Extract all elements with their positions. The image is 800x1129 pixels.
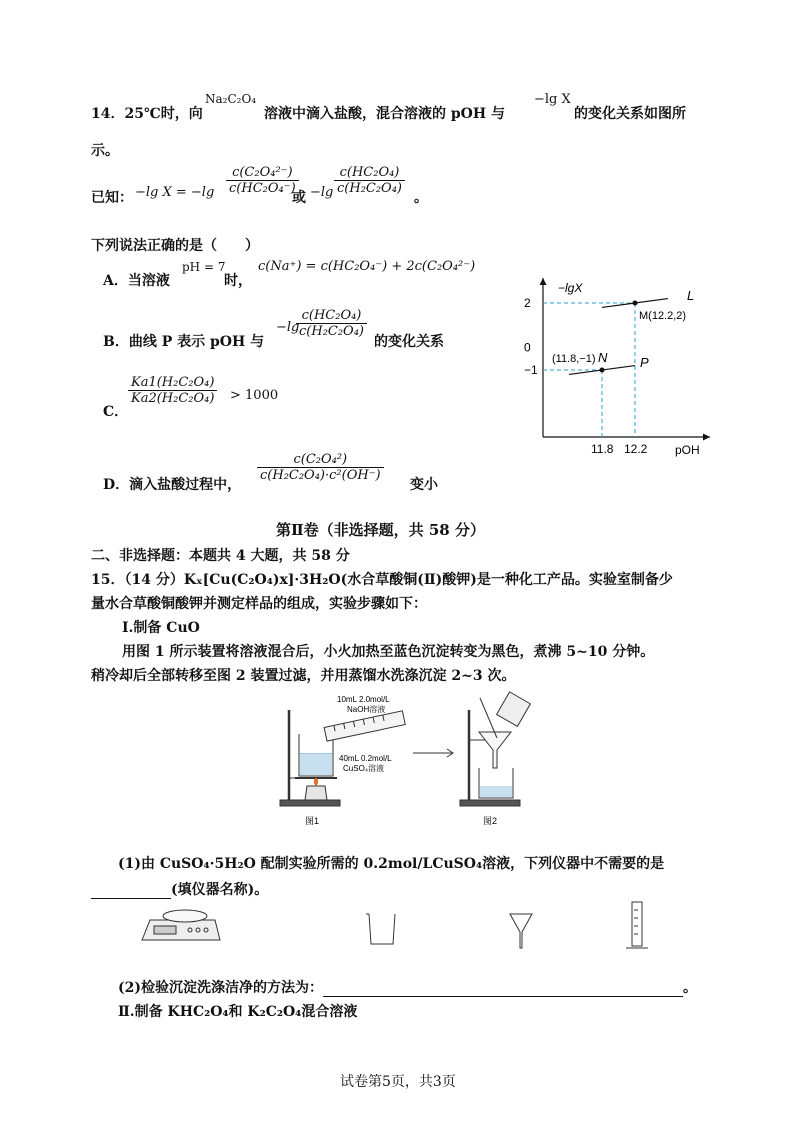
cylinder-pour [324, 711, 405, 741]
q14-tail2: 示。 [91, 143, 119, 159]
q2-text: (2)检验沉淀洗涤洁净的方法为： [118, 980, 323, 996]
given-frac1-den: c(HC₂O₄⁻) [226, 180, 299, 196]
point-label-M: M(12.2,2) [639, 310, 687, 322]
given-minus-lg: −lg [310, 185, 334, 200]
step1-title: Ⅰ.制备 CuO [122, 620, 200, 636]
optA-when: 时， [224, 273, 252, 289]
chart-xlabel: pOH [675, 443, 700, 457]
fig2-caption: 图2 [483, 816, 498, 826]
q1-answer-line [91, 879, 268, 899]
point-label-N: (11.8,−1) [552, 353, 596, 365]
point-letter-N: N [598, 350, 608, 365]
y-tick-label: −1 [524, 363, 538, 377]
solution-1 [300, 754, 332, 775]
given-frac-2 [334, 165, 405, 196]
given-frac-1 [226, 165, 299, 196]
fig1-caption: 图1 [305, 816, 320, 826]
optB-den: c(H₂C₂O₄) [296, 323, 367, 339]
optD-num: c(C₂O₄²) [293, 452, 348, 467]
given-label: 已知： [91, 190, 133, 206]
part2-title: 第Ⅱ卷（非选择题，共 58 分） [276, 521, 485, 539]
q14-chart [520, 270, 720, 460]
step2-title: Ⅱ.制备 KHC₂O₄和 K₂C₂O₄混合溶液 [118, 1004, 358, 1020]
filtrate [480, 786, 512, 797]
given-frac2-num: c(HC₂O₄) [339, 165, 400, 180]
page-footer: 试卷第5页，共3页 [340, 1074, 456, 1090]
optD-label: D．滴入盐酸过程中， [103, 477, 242, 493]
optA-eq: c(Na⁺) = c(HC₂O₄⁻) + 2c(C₂O₄²⁻) [258, 259, 476, 274]
given-lhs: −lg X = −lg [135, 185, 215, 200]
curve-label-L: L [687, 288, 695, 303]
optD-frac [257, 452, 384, 483]
balance-icon [142, 910, 220, 940]
graduated-cylinder-icon [626, 902, 648, 948]
q14-question: 下列说法正确的是（ ） [91, 238, 259, 254]
q15-line2: 量水合草酸铜酸钾并测定样品的组成，实验步骤如下： [91, 596, 427, 612]
flame [315, 778, 318, 786]
optC-den: Ka2(H₂C₂O₄) [128, 390, 217, 406]
q14-tail: 的变化关系如图所 [574, 106, 686, 122]
funnel-icon [510, 914, 532, 948]
step1-p2: 稍冷却后全部转移至图 2 装置过滤，并用蒸馏水洗涤沉淀 2~3 次。 [91, 668, 516, 684]
optC-label: C． [103, 404, 129, 420]
cuso4-label-1: 40mL 0.2mol/L [339, 754, 392, 763]
point-N [600, 368, 605, 373]
optB-minus: −lg [276, 320, 300, 335]
q14-lead: 25℃时，向 [124, 106, 203, 122]
stand-base-2 [460, 800, 520, 806]
naoh-label-1: 10mL 2.0mol/L [337, 695, 390, 704]
optC-num: Ka1(H₂C₂O₄) [131, 375, 215, 390]
instruments-row [140, 900, 680, 960]
optB-tail: 的变化关系 [374, 334, 444, 350]
q14-reagent: Na₂C₂O₄ [205, 92, 257, 106]
optD-den: c(H₂C₂O₄)·c²(OH⁻) [257, 467, 384, 483]
stand-base-1 [280, 800, 340, 806]
burner [305, 786, 327, 800]
q1-answer-blank[interactable] [91, 882, 171, 899]
q1-text: (1)由 CuSO₄·5H₂O 配制实验所需的 0.2mol/LCuSO₄溶液，下列仪器中不需要的是 [118, 856, 665, 872]
q2-line [118, 977, 697, 997]
point-M [633, 301, 638, 306]
given-frac2-den: c(H₂C₂O₄) [334, 180, 405, 196]
part2-section: 二、非选择题：本题共 4 大题，共 58 分 [91, 548, 350, 564]
x-tick-label: 11.8 [591, 442, 614, 456]
optB-frac [296, 308, 367, 339]
q2-answer-blank[interactable] [323, 980, 683, 997]
curve-label-P: P [640, 355, 649, 370]
optC-tail: > 1000 [230, 388, 279, 403]
chart-marks [524, 288, 694, 456]
given-period: 。 [414, 190, 428, 206]
given-frac1-num: c(C₂O₄²⁻) [232, 165, 293, 180]
cuso4-label-2: CuSO₄溶液 [343, 764, 385, 773]
q14-xterm: −lg X [534, 92, 571, 107]
funnel [479, 732, 511, 768]
given-or: 或 [292, 190, 306, 206]
y-tick-label: 0 [524, 340, 531, 355]
q2-end: 。 [683, 980, 697, 996]
q14-number: 14． [91, 106, 125, 122]
q1-tail: (填仪器名称)。 [171, 882, 269, 898]
apparatus-figure [275, 688, 545, 838]
beaker-icon [366, 914, 395, 944]
q15-line1: 15．（14 分）Kₓ[Cu(C₂O₄)x]·3H₂O(水合草酸铜(Ⅱ)酸钾)是一种化工产品。实验室制备少 [91, 572, 673, 588]
optC-frac [128, 375, 217, 406]
x-tick-label: 12.2 [624, 442, 648, 456]
y-tick-label: 2 [524, 296, 531, 310]
q14-mid: 溶液中滴入盐酸，混合溶液的 pOH 与 [264, 106, 505, 122]
optD-tail: 变小 [410, 477, 438, 493]
naoh-label-2: NaOH溶液 [347, 705, 386, 714]
optB-num: c(HC₂O₄) [301, 308, 362, 323]
optA-label: A．当溶液 [103, 273, 170, 289]
chart-ylabel: −lgX [558, 281, 583, 295]
step1-p1: 用图 1 所示装置将溶液混合后，小火加热至蓝色沉淀转变为黑色，煮沸 5~10 分钟。 [122, 644, 655, 660]
beaker-pour [497, 692, 531, 727]
optB-label: B．曲线 P 表示 pOH 与 [103, 334, 265, 350]
optA-ph: pH = 7 [182, 260, 226, 274]
q14-line1 [91, 103, 203, 123]
